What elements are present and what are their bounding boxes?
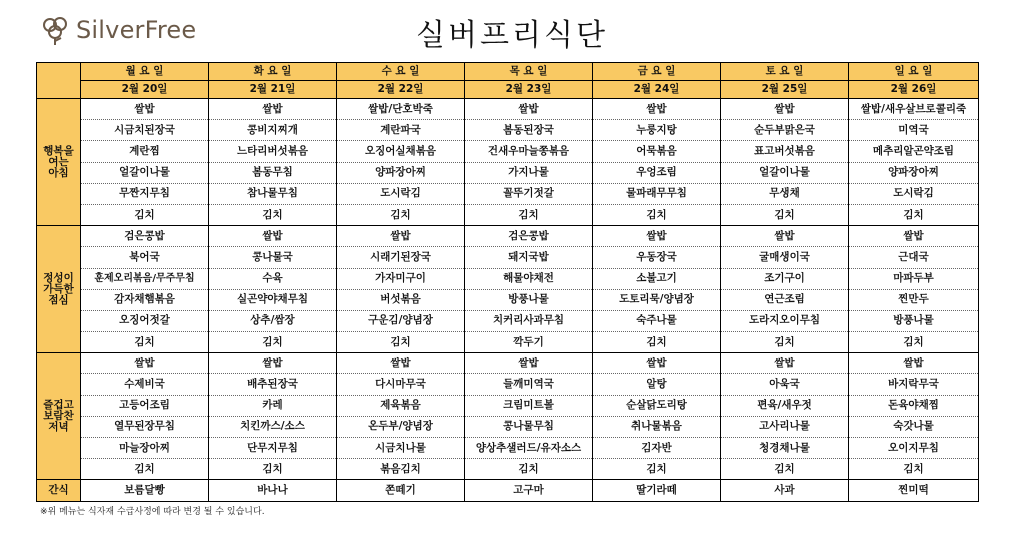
menu-cell: 단무지무침 xyxy=(209,438,337,459)
menu-cell: 검은콩밥 xyxy=(465,226,593,247)
menu-cell: 김치 xyxy=(849,332,979,353)
menu-cell: 쌀밥 xyxy=(465,353,593,374)
menu-cell: 순두부맑은국 xyxy=(721,120,849,141)
snack-cell: 바나나 xyxy=(209,480,337,502)
menu-row xyxy=(37,162,979,183)
menu-cell: 해물야채전 xyxy=(465,268,593,289)
menu-cell: 계란파국 xyxy=(337,120,465,141)
header-corner xyxy=(37,63,81,99)
menu-cell: 콩나물무침 xyxy=(465,416,593,437)
logo-text: SilverFree xyxy=(76,16,197,44)
menu-cell: 김치 xyxy=(209,459,337,480)
menu-cell: 쌀밥 xyxy=(721,226,849,247)
menu-cell: 검은콩밥 xyxy=(81,226,209,247)
day-date: 2월 25일 xyxy=(721,81,849,99)
menu-cell: 열무된장무침 xyxy=(81,416,209,437)
meal-label-line: 즐겁고 xyxy=(43,398,74,411)
day-name: 토 요 일 xyxy=(721,63,849,81)
menu-cell: 순살닭도리탕 xyxy=(593,395,721,416)
menu-cell: 건새우마늘쫑볶음 xyxy=(465,141,593,162)
snack-cell: 보름달빵 xyxy=(81,480,209,502)
menu-row xyxy=(37,332,979,353)
menu-cell: 시금치된장국 xyxy=(81,120,209,141)
menu-cell: 방풍나물 xyxy=(849,310,979,331)
menu-cell: 마늘장아찌 xyxy=(81,438,209,459)
menu-cell: 고등어조림 xyxy=(81,395,209,416)
menu-row xyxy=(37,395,979,416)
menu-cell: 방풍나물 xyxy=(465,289,593,310)
menu-cell: 김치 xyxy=(81,204,209,225)
day-date: 2월 21일 xyxy=(209,81,337,99)
menu-cell: 양상추샐러드/유자소스 xyxy=(465,438,593,459)
menu-cell: 도시락김 xyxy=(337,183,465,204)
menu-cell: 온두부/양념장 xyxy=(337,416,465,437)
menu-cell: 봄동무침 xyxy=(209,162,337,183)
menu-cell: 수육 xyxy=(209,268,337,289)
menu-cell: 쌀밥 xyxy=(721,99,849,120)
day-name: 월 요 일 xyxy=(81,63,209,81)
snack-cell: 사과 xyxy=(721,480,849,502)
menu-cell: 가지나물 xyxy=(465,162,593,183)
menu-cell: 들깨미역국 xyxy=(465,374,593,395)
menu-row xyxy=(37,416,979,437)
menu-cell: 도시락김 xyxy=(849,183,979,204)
menu-cell: 김치 xyxy=(849,459,979,480)
menu-cell: 물파래무무침 xyxy=(593,183,721,204)
menu-cell: 콩나물국 xyxy=(209,247,337,268)
menu-cell: 가자미구이 xyxy=(337,268,465,289)
menu-table xyxy=(36,62,979,502)
menu-cell: 참나물무침 xyxy=(209,183,337,204)
menu-cell: 김치 xyxy=(337,204,465,225)
menu-cell: 쌀밥/단호박죽 xyxy=(337,99,465,120)
menu-cell: 청경채나물 xyxy=(721,438,849,459)
menu-cell: 김치 xyxy=(721,204,849,225)
menu-cell: 쌀밥 xyxy=(593,353,721,374)
menu-cell: 다시마무국 xyxy=(337,374,465,395)
menu-cell: 시금치나물 xyxy=(337,438,465,459)
meal-label-line: 보람찬 xyxy=(43,409,74,422)
menu-cell: 돈육야채찜 xyxy=(849,395,979,416)
meal-label-line: 행복을 xyxy=(43,144,74,157)
date-row xyxy=(37,81,979,99)
menu-cell: 어묵볶음 xyxy=(593,141,721,162)
menu-cell: 양파장아찌 xyxy=(849,162,979,183)
menu-row xyxy=(37,438,979,459)
menu-cell: 우동장국 xyxy=(593,247,721,268)
menu-cell: 아욱국 xyxy=(721,374,849,395)
menu-cell: 북어국 xyxy=(81,247,209,268)
menu-cell: 치킨까스/소스 xyxy=(209,416,337,437)
menu-cell: 김치 xyxy=(465,459,593,480)
meal-label-line: 정성이 xyxy=(43,271,74,284)
meal-label-line: 가득한 xyxy=(43,282,74,295)
menu-cell: 얼갈이나물 xyxy=(721,162,849,183)
menu-cell: 쌀밥 xyxy=(337,226,465,247)
snack-label: 간식 xyxy=(37,480,81,502)
menu-cell: 소불고기 xyxy=(593,268,721,289)
menu-cell: 김치 xyxy=(593,204,721,225)
snack-row xyxy=(37,480,979,502)
menu-cell: 쌀밥 xyxy=(849,226,979,247)
menu-cell: 쌀밥 xyxy=(849,353,979,374)
day-name-row xyxy=(37,63,979,81)
menu-cell: 꼴뚜기젓갈 xyxy=(465,183,593,204)
menu-cell: 오징어실채볶음 xyxy=(337,141,465,162)
menu-cell: 치커리사과무침 xyxy=(465,310,593,331)
menu-row xyxy=(37,459,979,480)
menu-row xyxy=(37,141,979,162)
day-name: 금 요 일 xyxy=(593,63,721,81)
menu-cell: 쌀밥 xyxy=(81,99,209,120)
snack-cell: 고구마 xyxy=(465,480,593,502)
menu-cell: 쌀밥 xyxy=(209,99,337,120)
menu-row xyxy=(37,353,979,374)
menu-cell: 양파장아찌 xyxy=(337,162,465,183)
menu-cell: 김치 xyxy=(81,332,209,353)
meal-label xyxy=(37,353,81,480)
menu-row xyxy=(37,99,979,120)
menu-cell: 메추리알곤약조림 xyxy=(849,141,979,162)
menu-cell: 도라지오이무침 xyxy=(721,310,849,331)
menu-cell: 무짠지무침 xyxy=(81,183,209,204)
menu-cell: 쌀밥/새우살브로콜리죽 xyxy=(849,99,979,120)
meal-label-line: 저녁 xyxy=(48,420,69,433)
menu-cell: 김자반 xyxy=(593,438,721,459)
menu-cell: 실곤약야채무침 xyxy=(209,289,337,310)
menu-cell: 쌀밥 xyxy=(593,99,721,120)
day-date: 2월 24일 xyxy=(593,81,721,99)
day-name: 목 요 일 xyxy=(465,63,593,81)
menu-cell: 크림미트볼 xyxy=(465,395,593,416)
day-date: 2월 23일 xyxy=(465,81,593,99)
menu-row xyxy=(37,310,979,331)
menu-cell: 콩비지찌개 xyxy=(209,120,337,141)
menu-cell: 숙갓나물 xyxy=(849,416,979,437)
menu-cell: 볶음김치 xyxy=(337,459,465,480)
menu-row xyxy=(37,183,979,204)
day-name: 화 요 일 xyxy=(209,63,337,81)
menu-cell: 김치 xyxy=(337,332,465,353)
menu-cell: 쌀밥 xyxy=(209,353,337,374)
menu-row xyxy=(37,120,979,141)
menu-cell: 오이지무침 xyxy=(849,438,979,459)
menu-cell: 마파두부 xyxy=(849,268,979,289)
menu-cell: 김치 xyxy=(721,459,849,480)
menu-cell: 카레 xyxy=(209,395,337,416)
menu-cell: 얼갈이나물 xyxy=(81,162,209,183)
snack-cell: 딸기라떼 xyxy=(593,480,721,502)
menu-cell: 미역국 xyxy=(849,120,979,141)
menu-cell: 숙주나물 xyxy=(593,310,721,331)
menu-cell: 무생채 xyxy=(721,183,849,204)
meal-label-line: 점심 xyxy=(48,293,69,306)
menu-cell: 취나물볶음 xyxy=(593,416,721,437)
menu-cell: 수제비국 xyxy=(81,374,209,395)
menu-cell: 버섯볶음 xyxy=(337,289,465,310)
menu-cell: 제육볶음 xyxy=(337,395,465,416)
menu-row xyxy=(37,289,979,310)
menu-row xyxy=(37,268,979,289)
menu-cell: 도토리묵/양념장 xyxy=(593,289,721,310)
meal-label-line: 아침 xyxy=(48,166,69,179)
menu-cell: 바지락무국 xyxy=(849,374,979,395)
menu-cell: 연근조림 xyxy=(721,289,849,310)
menu-row xyxy=(37,226,979,247)
menu-cell: 감자채햄볶음 xyxy=(81,289,209,310)
menu-row xyxy=(37,204,979,225)
day-date: 2월 26일 xyxy=(849,81,979,99)
menu-cell: 오징어젓갈 xyxy=(81,310,209,331)
menu-cell: 편육/새우젓 xyxy=(721,395,849,416)
day-date: 2월 22일 xyxy=(337,81,465,99)
menu-cell: 김치 xyxy=(849,204,979,225)
day-name: 일 요 일 xyxy=(849,63,979,81)
menu-cell: 굴매생이국 xyxy=(721,247,849,268)
menu-cell: 김치 xyxy=(593,459,721,480)
meal-label-line: 여는 xyxy=(48,155,69,168)
meal-label xyxy=(37,99,81,226)
menu-cell: 쌀밥 xyxy=(465,99,593,120)
menu-cell: 쌀밥 xyxy=(721,353,849,374)
snack-cell: 찐미떡 xyxy=(849,480,979,502)
page-title: 실버프리식단 xyxy=(416,18,608,53)
menu-cell: 느타리버섯볶음 xyxy=(209,141,337,162)
day-name: 수 요 일 xyxy=(337,63,465,81)
menu-cell: 김치 xyxy=(209,332,337,353)
menu-cell: 시래기된장국 xyxy=(337,247,465,268)
menu-cell: 쌀밥 xyxy=(81,353,209,374)
footnote: ※위 메뉴는 식자재 수급사정에 따라 변경 될 수 있습니다. xyxy=(40,507,265,517)
menu-cell: 배추된장국 xyxy=(209,374,337,395)
menu-cell: 우엉조림 xyxy=(593,162,721,183)
menu-cell: 훈제오리볶음/무주무침 xyxy=(81,268,209,289)
menu-row xyxy=(37,247,979,268)
menu-cell: 찐만두 xyxy=(849,289,979,310)
menu-cell: 구운김/양념장 xyxy=(337,310,465,331)
menu-cell: 고사리나물 xyxy=(721,416,849,437)
menu-cell: 쌀밥 xyxy=(337,353,465,374)
menu-cell: 김치 xyxy=(721,332,849,353)
menu-cell: 김치 xyxy=(465,204,593,225)
menu-cell: 상추/쌈장 xyxy=(209,310,337,331)
menu-cell: 조기구이 xyxy=(721,268,849,289)
menu-cell: 알탕 xyxy=(593,374,721,395)
menu-cell: 누룽지탕 xyxy=(593,120,721,141)
menu-cell: 봄동된장국 xyxy=(465,120,593,141)
menu-cell: 김치 xyxy=(593,332,721,353)
menu-cell: 근대국 xyxy=(849,247,979,268)
menu-cell: 김치 xyxy=(209,204,337,225)
menu-row xyxy=(37,374,979,395)
menu-cell: 쌀밥 xyxy=(593,226,721,247)
menu-cell: 쌀밥 xyxy=(209,226,337,247)
menu-cell: 깍두기 xyxy=(465,332,593,353)
snack-cell: 쫀떼기 xyxy=(337,480,465,502)
menu-cell: 김치 xyxy=(81,459,209,480)
menu-cell: 돼지국밥 xyxy=(465,247,593,268)
menu-cell: 계란찜 xyxy=(81,141,209,162)
day-date: 2월 20일 xyxy=(81,81,209,99)
menu-cell: 표고버섯볶음 xyxy=(721,141,849,162)
meal-label xyxy=(37,226,81,353)
